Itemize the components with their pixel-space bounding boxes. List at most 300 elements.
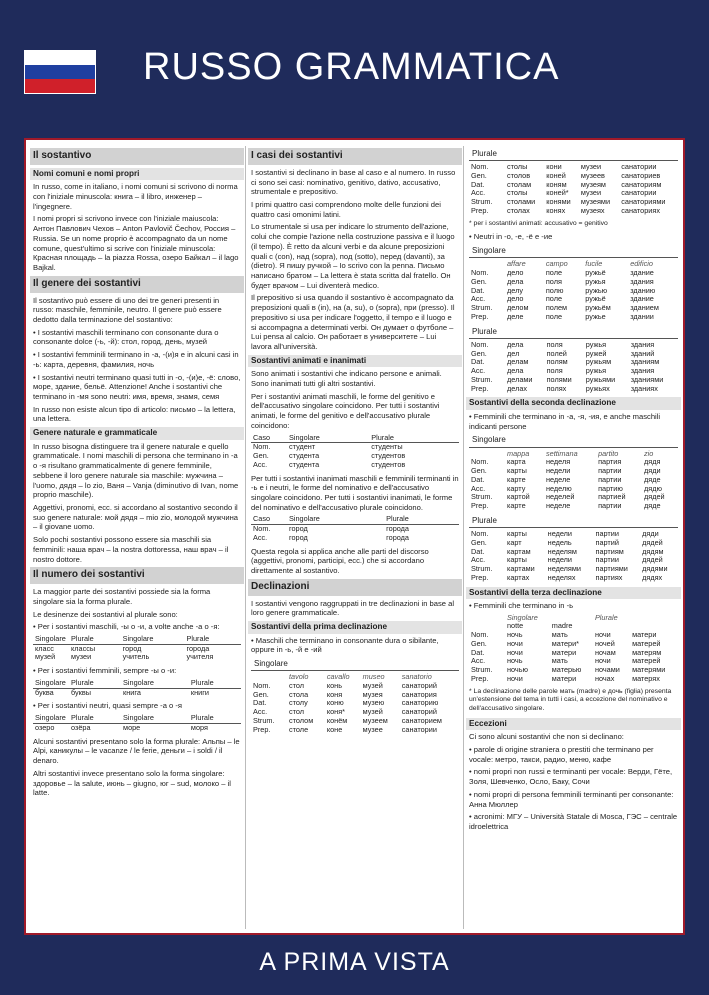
- section-heading: Il sostantivo: [30, 148, 244, 165]
- table-cell: столе: [289, 724, 309, 734]
- table-cell: поле: [545, 268, 563, 278]
- table-row: [251, 452, 459, 461]
- table-cell: tavolo: [289, 672, 309, 682]
- table-cell: музеи: [580, 188, 602, 198]
- paragraph: In russo, come in italiano, i nomi comuni si scrivono di norma con l'iniziale minuscola: книга – il libro, инженер – l'ingegnere.: [33, 182, 238, 211]
- paragraph: I sostantivi si declinano in base al caso e al numero. In russo ci sono sei casi: nominativo, genitivo, dativo, accusativo, strumentale e prepositivo.: [251, 167, 456, 197]
- table-cell: буква: [35, 687, 54, 697]
- table-row: [251, 525, 459, 534]
- table-cell: полей: [546, 348, 567, 358]
- grammar-table: [33, 635, 241, 662]
- table-cell: Prep.: [471, 572, 489, 582]
- table-cell: музеев: [580, 170, 605, 180]
- table-cell: музеями: [580, 197, 611, 207]
- table-cell: здания: [630, 366, 655, 376]
- flag-stripe-red: [25, 79, 95, 93]
- paragraph: • Per i sostantivi neutri, quasi sempre -а o -я: [33, 701, 183, 711]
- table-cell: карта: [507, 457, 526, 467]
- table-cell: столам: [507, 179, 532, 189]
- table-cell: картах: [507, 572, 530, 582]
- table-cell: Acc.: [253, 459, 268, 469]
- table-cell: Singolare: [507, 612, 538, 622]
- table-cell: недели: [547, 555, 573, 565]
- table-cell: столы: [507, 162, 528, 172]
- table-cell: ружьё: [585, 268, 606, 278]
- table-cell: матерью: [551, 665, 582, 675]
- table-cell: полю: [545, 285, 564, 295]
- section-heading: Declinazioni: [248, 579, 462, 596]
- table-cell: поля: [546, 339, 563, 349]
- table-cell: музеи: [71, 652, 92, 662]
- table-cell: Prep.: [471, 501, 489, 511]
- table-cell: матери: [551, 673, 577, 683]
- table-cell: матерях: [632, 673, 660, 683]
- table-cell: неделей: [546, 492, 575, 502]
- grammar-table: [469, 530, 678, 583]
- table-cell: дело: [507, 294, 524, 304]
- table-wrap: [33, 635, 241, 662]
- table-cell: edificio: [630, 259, 653, 269]
- table-cell: картам: [507, 546, 531, 556]
- table-row: [469, 574, 678, 583]
- table-cell: партиями: [595, 564, 628, 574]
- table-cell: озёра: [71, 722, 91, 732]
- table-cell: санатории: [621, 188, 657, 198]
- table-cell: полем: [545, 303, 568, 313]
- paragraph: Ci sono alcuni sostantivi che non si declinano:: [469, 732, 624, 742]
- table-cell: санатории: [401, 724, 437, 734]
- grammar-table: [469, 450, 678, 511]
- table-cell: Singolare: [121, 714, 189, 723]
- table-cell: музею: [362, 698, 385, 708]
- paragraph: • I sostantivi neutri terminano quasi tutti in -о, -(и)е, -ё: слово, море, здание, бельё. Attenzione! Anche i sostantivi che terminano in -мя sono neutri: имя, время, знамя, семя: [33, 372, 241, 402]
- table-cell: Singolare: [33, 679, 69, 688]
- table-wrap: [469, 163, 678, 216]
- table-wrap: [469, 530, 678, 583]
- table-cell: ночи: [594, 656, 611, 666]
- table-cell: классы: [71, 643, 96, 653]
- table-cell: дел: [507, 348, 520, 358]
- table-cell: ночи: [507, 638, 523, 648]
- table-cell: ружьям: [585, 357, 612, 367]
- paragraph: Altri sostantivi invece presentano solo la forma singolare: здоровье – la salute, июнь – giugno, юг – sud, молоко – il latte.: [33, 768, 231, 798]
- paragraph: Il prepositivo si usa quando il sostantivo è accompagnato da preposizioni quali в (in), на (a, su), о (sopra), при (presso). Il prepositivo si usa per indicare l'oggetto, il tempo e il luogo e si accompagna a determinati verbi. Он думает о футболе – Lui pensa al calcio. Он работает в университете – Lui lavora all'università.: [251, 293, 455, 352]
- table-cell: книги: [190, 687, 209, 697]
- table-row: [469, 207, 678, 216]
- table-cell: конями: [546, 197, 571, 207]
- table-cell: города: [186, 643, 210, 653]
- table-cell: Dat.: [471, 474, 485, 484]
- grammar-table: [33, 714, 241, 733]
- column-divider: [463, 146, 464, 929]
- table-cell: город: [289, 524, 308, 534]
- table-cell: дядям: [642, 546, 664, 556]
- table-cell: полях: [546, 383, 567, 393]
- paragraph: • Per i sostantivi femminili, sempre -ы o -и:: [33, 666, 177, 676]
- subsection-heading: Eccezioni: [466, 718, 681, 731]
- table-row: [251, 461, 459, 470]
- table-cell: ночи: [507, 647, 523, 657]
- table-cell: дела: [507, 339, 524, 349]
- table-cell: Plurale: [69, 679, 121, 688]
- table-cell: Gen.: [471, 348, 487, 358]
- table-cell: конях: [546, 205, 566, 215]
- table-cell: campo: [545, 259, 568, 269]
- table-cell: зданиям: [630, 357, 660, 367]
- table-cell: неделе: [546, 474, 571, 484]
- table-cell: ночами: [594, 665, 620, 675]
- table-cell: mappa: [507, 448, 530, 458]
- subsection-heading: Nomi comuni e nomi propri: [30, 168, 244, 181]
- table-cell: матерями: [632, 665, 666, 675]
- table-cell: партии: [598, 501, 622, 511]
- table-row: [33, 723, 241, 732]
- table-cell: матери: [632, 630, 657, 640]
- table-label: Singolare: [469, 434, 678, 447]
- table-cell: мать: [551, 656, 568, 666]
- table-cell: дяди: [644, 466, 661, 476]
- table-cell: поле: [545, 294, 563, 304]
- table-cell: ружья: [585, 276, 606, 286]
- table-label: Singolare: [469, 245, 678, 258]
- table-cell: Plurale: [69, 714, 121, 723]
- table-cell: Singolare: [33, 714, 69, 723]
- table-cell: студентов: [371, 459, 406, 469]
- table-cell: Strum.: [471, 197, 493, 207]
- table-cell: Nom.: [471, 529, 489, 539]
- table-cell: санаторию: [401, 698, 439, 708]
- table-cell: notte: [507, 621, 524, 631]
- table-cell: недель: [547, 537, 572, 547]
- grammar-table: [33, 679, 241, 698]
- table-cell: Dat.: [471, 179, 485, 189]
- table-cell: Nom.: [471, 630, 489, 640]
- table-cell: ружьями: [585, 374, 616, 384]
- table-cell: ночей: [594, 638, 615, 648]
- table-cell: ночь: [507, 630, 523, 640]
- russian-flag-icon: [24, 50, 96, 94]
- subsection-heading: Sostantivi della seconda declinazione: [466, 397, 681, 410]
- table-cell: ружьях: [585, 383, 610, 393]
- table-cell: студентов: [371, 451, 406, 461]
- table-cell: ружья: [585, 339, 607, 349]
- table-cell: студент: [289, 442, 316, 452]
- table-cell: музей: [362, 707, 383, 717]
- table-cell: ночь: [507, 656, 523, 666]
- table-cell: недели: [546, 466, 571, 476]
- table-wrap: [33, 714, 241, 733]
- footer-brand: A PRIMA VISTA: [259, 948, 450, 976]
- table-cell: зданиях: [630, 383, 658, 393]
- table-cell: Gen.: [471, 537, 487, 547]
- table-cell: партией: [598, 492, 626, 502]
- table-cell: madre: [551, 621, 573, 631]
- paragraph: • parole di origine straniera o prestiti che terminano per vocale: метро, такси, радио, меню, кафе: [469, 745, 654, 764]
- table-cell: Gen.: [471, 466, 487, 476]
- table-row: [33, 688, 241, 697]
- grammar-table: [251, 434, 459, 470]
- table-cell: моря: [190, 722, 208, 732]
- table-cell: ночи: [594, 630, 611, 640]
- table-cell: партии: [595, 555, 619, 565]
- paragraph: In russo non esiste alcun tipo di articolo: письмо – la lettera, una lettera.: [33, 404, 236, 424]
- table-cell: зданиями: [630, 374, 664, 384]
- table-cell: партий: [595, 537, 619, 547]
- table-wrap: [469, 341, 678, 394]
- table-cell: зданием: [630, 303, 659, 313]
- column-2: [248, 146, 462, 929]
- table-cell: Acc.: [253, 707, 268, 717]
- subsection-heading: Genere naturale e grammaticale: [30, 427, 244, 440]
- table-cell: музеем: [362, 715, 388, 725]
- table-wrap: [251, 673, 459, 734]
- grammar-table: [251, 515, 459, 542]
- table-cell: Nom.: [471, 339, 489, 349]
- table-cell: коне: [326, 724, 343, 734]
- paragraph: • Neutri in -о, -е, -ё e -ие: [469, 232, 553, 242]
- table-cell: санаториями: [621, 197, 666, 207]
- table-cell: Caso: [251, 515, 287, 524]
- table-cell: карту: [507, 483, 526, 493]
- table-cell: санатория: [401, 689, 437, 699]
- table-cell: коней*: [546, 188, 569, 198]
- table-cell: здание: [630, 268, 654, 278]
- table-cell: город: [289, 532, 308, 542]
- paragraph: • I sostantivi maschili terminano con consonante dura o consonante dolce (-ь, -й): стол, город, день, музей: [33, 327, 219, 347]
- table-cell: Dat.: [253, 698, 267, 708]
- table-cell: Acc.: [471, 656, 486, 666]
- table-cell: здание: [630, 294, 654, 304]
- section-heading: Il numero dei sostantivi: [30, 567, 244, 584]
- table-cell: Singolare: [121, 679, 189, 688]
- table-cell: Singolare: [121, 635, 185, 644]
- table-cell: Plurale: [594, 612, 618, 622]
- table-cell: карты: [507, 555, 527, 565]
- paragraph: Per tutti i sostantivi inanimati maschili e femminili terminanti in -ь e i neutri, le forme del nominativo e dell'accusativo singolare coincidono. Per tutti i sostantivi inanimati, le forme del nominativo e dell'accusativo plurale coincidono.: [251, 473, 459, 512]
- table-cell: zio: [644, 448, 654, 458]
- table-cell: музей: [362, 680, 383, 690]
- paragraph: Il sostantivo può essere di uno dei tre generi presenti in russo: maschile, femminile, neutro. Il genere può essere dedotto dalla terminazione del sostantivo:: [33, 295, 222, 324]
- table-cell: Nom.: [253, 680, 271, 690]
- table-wrap: [251, 515, 459, 542]
- paragraph: • nomi propri di persona femminili terminanti per consonante: Анна Мюллер: [469, 789, 674, 809]
- table-row: [251, 515, 459, 524]
- table-cell: коню: [326, 698, 344, 708]
- table-cell: Nom.: [471, 162, 489, 172]
- table-cell: ночью: [507, 665, 529, 675]
- table-cell: [469, 614, 505, 623]
- table-cell: санаторий: [401, 707, 437, 717]
- subsection-heading: Sostantivi della terza declinazione: [466, 587, 681, 600]
- table-wrap: [251, 434, 459, 470]
- table-label: Plurale: [469, 148, 678, 161]
- paragraph: I primi quattro casi comprendono molte delle funzioni dei quattro casi omonimi latini.: [251, 199, 441, 219]
- table-cell: Strum.: [471, 564, 493, 574]
- table-label: Plurale: [469, 326, 678, 339]
- paragraph: La maggior parte dei sostantivi possiede sia la forma singolare sia la forma plurale.: [33, 587, 211, 606]
- table-cell: города: [386, 524, 409, 534]
- column-3: [466, 146, 681, 929]
- table-cell: город: [122, 643, 142, 653]
- table-cell: Prep.: [471, 383, 489, 393]
- table-cell: санаториях: [621, 205, 660, 215]
- subsection-heading: Sostantivi della prima declinazione: [248, 621, 462, 634]
- table-cell: дядей: [642, 537, 663, 547]
- table-cell: museo: [362, 672, 385, 682]
- table-row: [469, 385, 678, 394]
- page-title: RUSSO GRAMMATICA: [143, 46, 560, 88]
- paragraph: • Femminili che terminano in -а, -я, -ия, e anche maschili indicanti persone: [469, 411, 661, 431]
- table-row: [469, 313, 678, 322]
- table-cell: ночи: [507, 673, 523, 683]
- table-cell: музеях: [580, 205, 605, 215]
- table-cell: Singolare: [33, 635, 69, 644]
- table-cell: книга: [123, 687, 141, 697]
- table-row: [469, 614, 678, 623]
- table-cell: стола: [289, 689, 309, 699]
- table-cell: partito: [598, 448, 619, 458]
- table-cell: студенты: [371, 442, 403, 452]
- table-cell: партию: [598, 483, 623, 493]
- table-cell: ружье: [585, 311, 606, 321]
- table-row: [33, 653, 241, 662]
- table-cell: дядей: [642, 555, 663, 565]
- table-cell: учитель: [122, 652, 150, 662]
- table-cell: партии: [598, 474, 622, 484]
- table-cell: дело: [507, 268, 524, 278]
- paragraph: Le desinenze dei sostantivi al plurale sono:: [33, 609, 178, 619]
- table-cell: карт: [507, 537, 522, 547]
- grammar-table: [469, 163, 678, 216]
- table-cell: санаториям: [621, 179, 662, 189]
- section-heading: Il genere dei sostantivi: [30, 276, 244, 293]
- table-cell: неделях: [547, 572, 576, 582]
- table-cell: озеро: [35, 722, 55, 732]
- table-cell: Singolare: [287, 515, 384, 524]
- table-cell: неделе: [546, 501, 571, 511]
- table-cell: дяди: [642, 529, 659, 539]
- grammar-table: [469, 341, 678, 394]
- table-cell: коня*: [326, 707, 345, 717]
- table-cell: дела: [507, 366, 524, 376]
- table-cell: Acc.: [471, 294, 486, 304]
- table-cell: sanatorio: [401, 672, 432, 682]
- table-cell: зданию: [630, 285, 656, 295]
- table-cell: Dat.: [471, 285, 485, 295]
- table-cell: [630, 614, 678, 623]
- table-cell: ночам: [594, 647, 616, 657]
- table-cell: дядю: [644, 483, 662, 493]
- table-cell: дядями: [642, 564, 668, 574]
- paragraph: Sono animati i sostantivi che indicano persone e animali. Sono inanimati tutti gli altri sostantivi.: [251, 369, 442, 388]
- table-cell: неделя: [546, 457, 571, 467]
- table-cell: settimana: [546, 448, 578, 458]
- table-cell: Nom.: [253, 442, 271, 452]
- footnote: * per i sostantivi animati: accusativo = genitivo: [469, 219, 608, 227]
- table-cell: картами: [507, 564, 535, 574]
- paragraph: I sostantivi vengono raggruppati in tre declinazioni in base al loro genere grammaticale.: [251, 598, 455, 618]
- table-cell: Gen.: [471, 276, 487, 286]
- paragraph: • acronimi: МГУ – Università Statale di Mosca, ГЭС – centrale idroelettrica: [469, 812, 678, 832]
- table-cell: матери: [551, 647, 577, 657]
- table-cell: матери*: [551, 638, 579, 648]
- table-cell: ружьём: [585, 303, 611, 313]
- table-cell: Acc.: [471, 483, 486, 493]
- table-cell: Dat.: [471, 647, 485, 657]
- table-cell: ружьё: [585, 294, 606, 304]
- table-cell: здании: [630, 311, 654, 321]
- table-row: [469, 675, 678, 684]
- table-row: [251, 443, 459, 452]
- table-cell: море: [123, 722, 141, 732]
- table-cell: ночах: [594, 673, 615, 683]
- table-cell: столы: [507, 188, 528, 198]
- table-cell: Nom.: [471, 457, 489, 467]
- paragraph: Lo strumentale si usa per indicare lo strumento dell'azione, colui che compie l'azione nella costruzione passiva e il luogo (il tempo). È retto da alcuni verbi e da alcune preposizioni quali с (con), над (sopra), под (sotto), перед (davanti), за (dietro). Я пишу ручкой – Io scrivo con la penna. Письмо написано братом – La lettera è stata scritta dal fratello. Он будет врачом – Lui diventerà medico.: [251, 222, 455, 290]
- paragraph: Aggettivi, pronomi, ecc. si accordano al sostantivo secondo il suo genere naturale: мой дядя – mio zio, молодой мужчина – il giovane uomo.: [33, 503, 239, 532]
- table-cell: неделями: [547, 564, 581, 574]
- table-cell: конь: [326, 680, 343, 690]
- section-heading: I casi dei sostantivi: [248, 148, 462, 165]
- table-cell: музеям: [580, 179, 606, 189]
- paragraph: Solo pochi sostantivi possono essere sia maschili sia femminili: наша врач – la nostra dottoressa, наш врач – il nostro dottore.: [33, 535, 229, 564]
- table-cell: дядя: [644, 457, 661, 467]
- grammar-table: [469, 614, 678, 684]
- table-cell: ружью: [585, 285, 608, 295]
- table-cell: карте: [507, 501, 526, 511]
- table-cell: карты: [507, 466, 527, 476]
- table-cell: санаторием: [401, 715, 442, 725]
- table-cell: делом: [507, 303, 529, 313]
- table-cell: санаториев: [621, 170, 661, 180]
- table-cell: делам: [507, 357, 529, 367]
- table-cell: Nom.: [253, 524, 271, 534]
- column-1: [30, 146, 244, 929]
- table-cell: студента: [289, 459, 320, 469]
- table-cell: карте: [507, 474, 526, 484]
- table-cell: партии: [595, 529, 619, 539]
- table-cell: кони: [546, 162, 562, 172]
- flag-stripe-white: [25, 51, 95, 65]
- footnote: * La declinazione delle parole мать (madre) e дочь (figlia) presenta un'estensione del tema in tutti i casi, a eccezione del nominativo e dell'accusativo singolare.: [469, 687, 672, 713]
- table-cell: музея: [362, 689, 383, 699]
- table-cell: Strum.: [471, 374, 493, 384]
- table-label: Singolare: [251, 658, 459, 671]
- table-cell: Strum.: [471, 492, 493, 502]
- table-cell: картой: [507, 492, 530, 502]
- table-wrap: [469, 260, 678, 321]
- table-cell: делами: [507, 374, 533, 384]
- table-cell: столами: [507, 197, 536, 207]
- table-cell: неделям: [547, 546, 577, 556]
- table-cell: Gen.: [253, 689, 269, 699]
- table-cell: Nom.: [471, 268, 489, 278]
- table-cell: Singolare: [287, 434, 369, 443]
- table-cell: санатории: [621, 162, 657, 172]
- table-cell: здания: [630, 339, 655, 349]
- table-cell: ружей: [585, 348, 607, 358]
- table-cell: класс: [35, 643, 54, 653]
- table-cell: матерей: [632, 656, 661, 666]
- table-cell: делу: [507, 285, 523, 295]
- table-cell: города: [386, 532, 409, 542]
- table-cell: деле: [507, 311, 524, 321]
- table-cell: музей: [35, 652, 56, 662]
- table-cell: Plurale: [189, 679, 241, 688]
- paragraph: • nomi propri non russi e terminanti per vocale: Верди, Гёте, Золя, Шевченко, Осло, Баку, Сочи: [469, 767, 673, 787]
- table-cell: Strum.: [471, 303, 493, 313]
- table-cell: Gen.: [471, 638, 487, 648]
